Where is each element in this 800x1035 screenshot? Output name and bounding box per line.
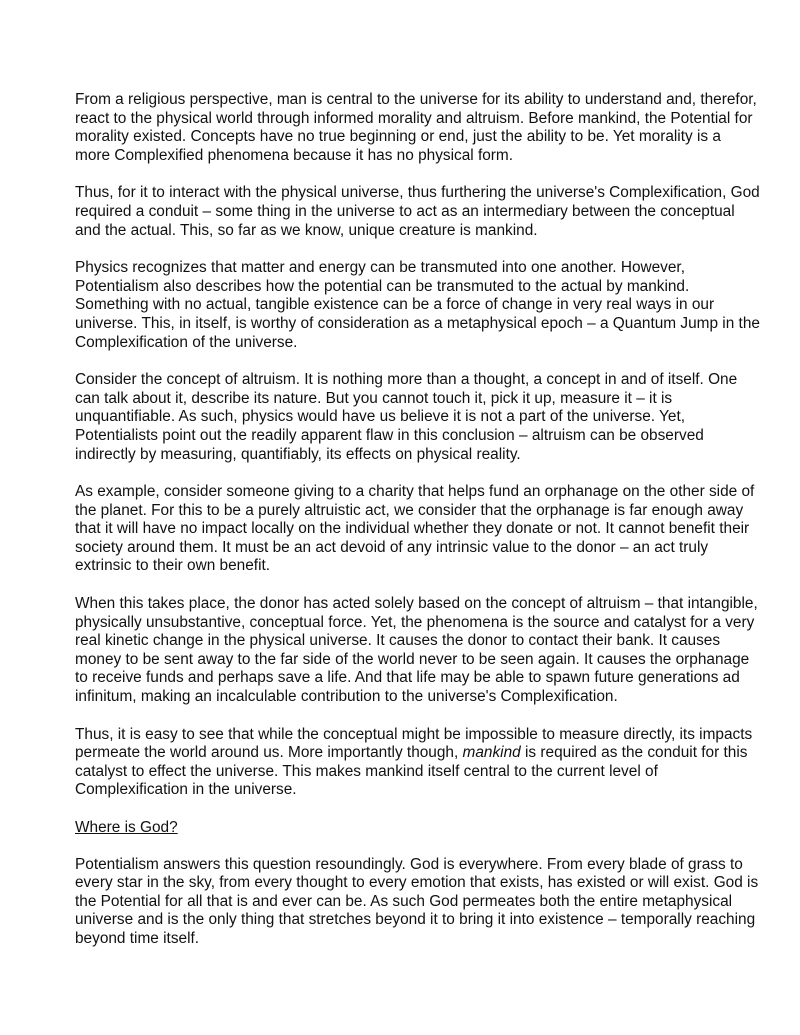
paragraph-mankind-central bbox=[75, 726, 760, 800]
paragraph-god-everywhere: Potentialism answers this question resoundingly. God is everywhere. From every blade of grass to every star in the sky, from every thought to every emotion that exists, has existed or will exist. God is the Potential for all that is and ever can be. As such God permeates both the entire metaphysical universe and is the only thing that stretches beyond it to bring it into existence – temporally reaching beyond time itself. bbox=[75, 855, 759, 947]
paragraph-mankind-text-before: Thus, it is easy to see that while the conceptual might be impossible to measure directly, its impacts permeate the world around us. More importantly though, bbox=[75, 725, 753, 762]
paragraph-donor-action: When this takes place, the donor has acted solely based on the concept of altruism – that intangible, physically unsubstantive, conceptual force. Yet, the phenomena is the source and catalyst for a very real kinetic change in the physical universe. It causes the donor to contact their bank. It causes money to be sent away to the far side of the world never to be seen again. It causes the orphanage to receive funds and perhaps save a life. And that life may be able to spawn future generations ad infinitum, making an incalculable contribution to the universe's Complexification. bbox=[75, 595, 758, 706]
paragraph-physics: Physics recognizes that matter and energy can be transmuted into one another. However, Potentialism also describes how the potential can be transmuted to the actual by mankind. Something with no actual, tangible existence can be a force of change in very real ways in our universe. This, in itself, is worthy of consideration as a metaphysical epoch – a Quantum Jump in the Complexification of the universe. bbox=[75, 259, 760, 351]
emphasis-mankind: mankind bbox=[462, 744, 521, 762]
paragraph-mankind-text-after: is required as the conduit for this catalyst to effect the universe. This makes mankind itself central to the current level of Complexification in the universe. bbox=[75, 744, 748, 799]
paragraph-charity-example: As example, consider someone giving to a charity that helps fund an orphanage on the other side of the planet. For this to be a purely altruistic act, we consider that the orphanage is far enough away that it will have no impact locally on the individual whether they donate or not. It cannot benefit their society around them. It must be an act devoid of any intrinsic value to the donor – an act truly extrinsic to their own benefit. bbox=[75, 483, 755, 575]
section-heading: Where is God? bbox=[75, 819, 178, 836]
paragraph-religious-perspective: From a religious perspective, man is central to the universe for its ability to understand and, therefor, react to the physical world through informed morality and altruism. Before mankind, the Potential for morality existed. Concepts have no true beginning or end, just the ability to be. Yet morality is a more Complexified phenomena because it has no physical form. bbox=[75, 91, 757, 164]
paragraph-altruism-concept: Consider the concept of altruism. It is nothing more than a thought, a concept in and of itself. One can talk about it, describe its nature. But you cannot touch it, pick it up, measure it – it is unquantifiable. As such, physics would have us believe it is not a part of the universe. Yet, Potentialists point out the readily apparent flaw in this conclusion – altruism can be observed indirectly by measuring, quantifiably, its effects on physical reality. bbox=[75, 371, 738, 463]
paragraph-conduit: Thus, for it to interact with the physical universe, thus furthering the universe's Complexification, God required a conduit – some thing in the universe to act as an intermediary between the conceptual and the actual. This, so far as we know, unique creature is mankind. bbox=[75, 184, 760, 239]
